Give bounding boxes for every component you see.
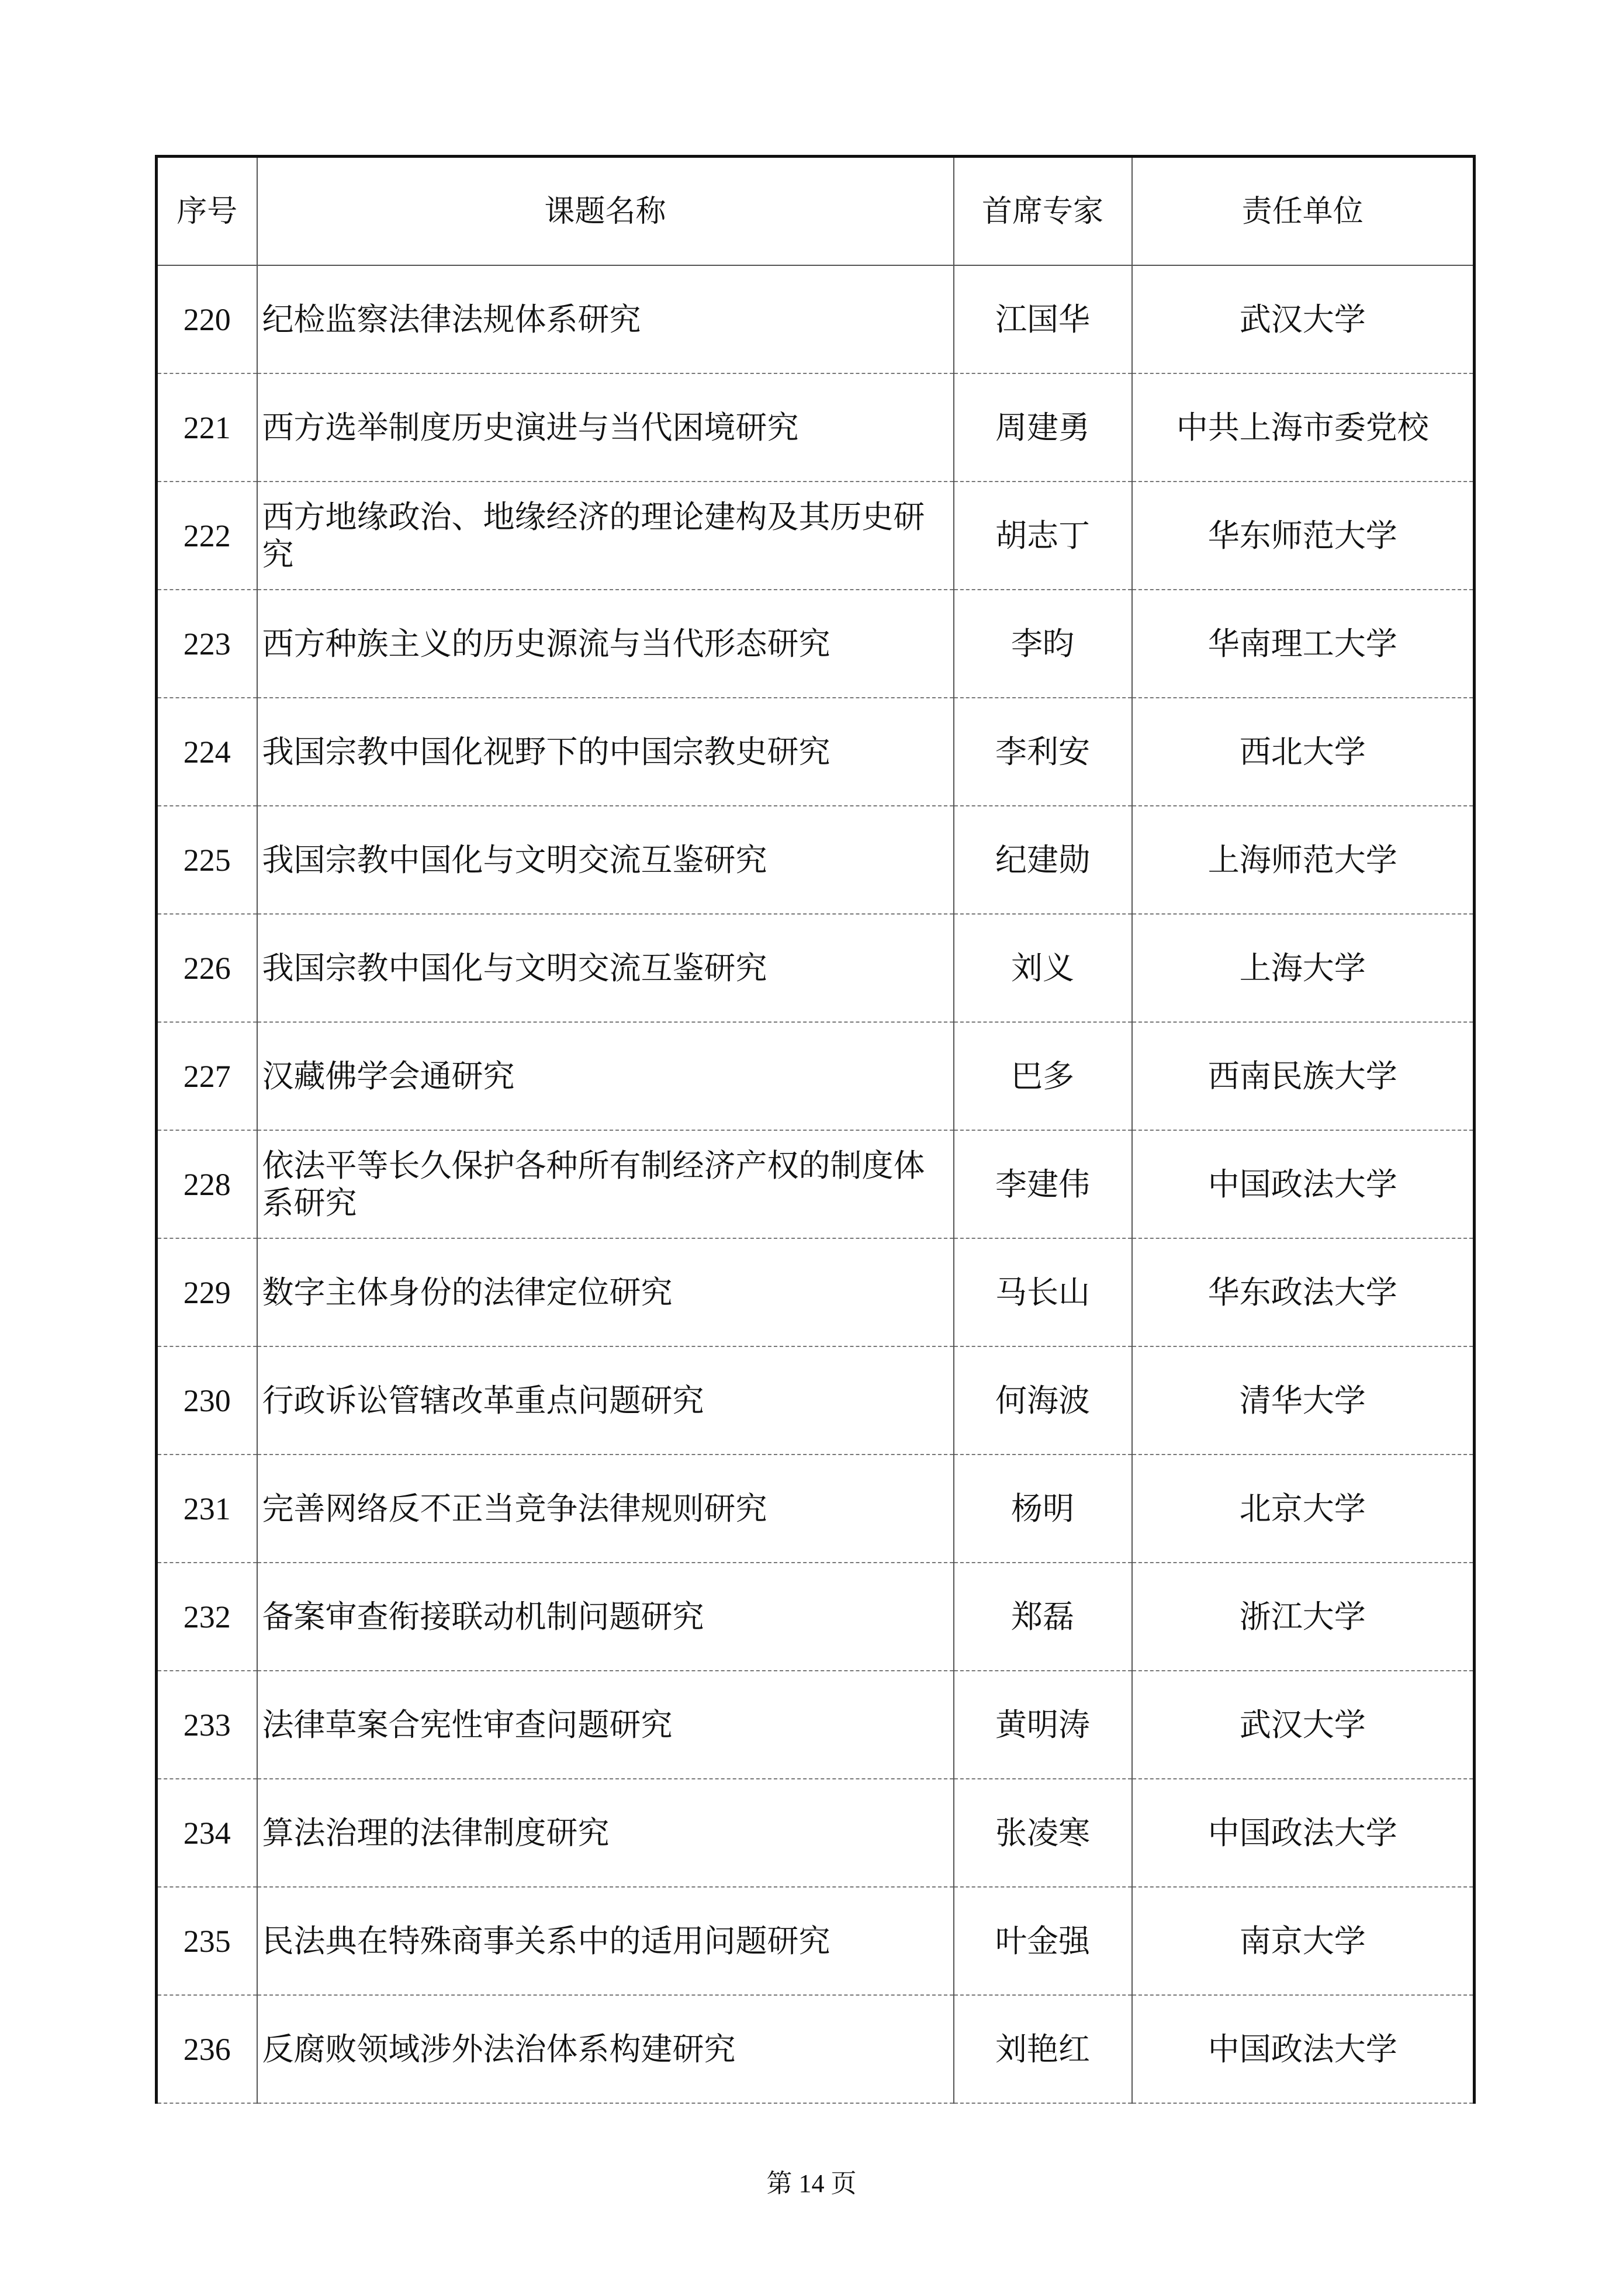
project-title-cell: 数字主体身份的法律定位研究 xyxy=(257,1238,954,1346)
project-title-cell: 汉藏佛学会通研究 xyxy=(257,1022,954,1130)
chief-expert-cell: 纪建勋 xyxy=(954,806,1132,914)
serial-number-cell: 232 xyxy=(157,1563,257,1671)
table-row xyxy=(157,914,1475,1022)
responsible-unit-cell: 中国政法大学 xyxy=(1132,1995,1475,2103)
serial-number-cell: 230 xyxy=(157,1346,257,1455)
serial-number-cell: 220 xyxy=(157,265,257,373)
project-title-cell: 民法典在特殊商事关系中的适用问题研究 xyxy=(257,1887,954,1995)
header-chief-expert: 首席专家 xyxy=(954,157,1132,266)
table-row xyxy=(157,1130,1475,1238)
chief-expert-cell: 黄明涛 xyxy=(954,1671,1132,1779)
responsible-unit-cell: 南京大学 xyxy=(1132,1887,1475,1995)
responsible-unit-cell: 中国政法大学 xyxy=(1132,1779,1475,1887)
header-serial-number: 序号 xyxy=(157,157,257,266)
project-title-cell: 我国宗教中国化与文明交流互鉴研究 xyxy=(257,806,954,914)
chief-expert-cell: 杨明 xyxy=(954,1455,1132,1563)
table-header-row xyxy=(157,157,1475,266)
responsible-unit-cell: 上海大学 xyxy=(1132,914,1475,1022)
responsible-unit-cell: 武汉大学 xyxy=(1132,1671,1475,1779)
responsible-unit-cell: 华东政法大学 xyxy=(1132,1238,1475,1346)
table-row xyxy=(157,482,1475,590)
responsible-unit-cell: 上海师范大学 xyxy=(1132,806,1475,914)
table-row xyxy=(157,1455,1475,1563)
header-project-title: 课题名称 xyxy=(257,157,954,266)
serial-number-cell: 234 xyxy=(157,1779,257,1887)
table-row xyxy=(157,590,1475,698)
table-row xyxy=(157,1238,1475,1346)
chief-expert-cell: 刘义 xyxy=(954,914,1132,1022)
serial-number-cell: 229 xyxy=(157,1238,257,1346)
chief-expert-cell: 郑磊 xyxy=(954,1563,1132,1671)
project-title-cell: 西方地缘政治、地缘经济的理论建构及其历史研究 xyxy=(257,482,954,590)
header-responsible-unit: 责任单位 xyxy=(1132,157,1475,266)
responsible-unit-cell: 西北大学 xyxy=(1132,698,1475,806)
responsible-unit-cell: 华南理工大学 xyxy=(1132,590,1475,698)
responsible-unit-cell: 西南民族大学 xyxy=(1132,1022,1475,1130)
serial-number-cell: 225 xyxy=(157,806,257,914)
chief-expert-cell: 李昀 xyxy=(954,590,1132,698)
project-title-cell: 备案审查衔接联动机制问题研究 xyxy=(257,1563,954,1671)
chief-expert-cell: 马长山 xyxy=(954,1238,1132,1346)
chief-expert-cell: 胡志丁 xyxy=(954,482,1132,590)
table-row xyxy=(157,1671,1475,1779)
serial-number-cell: 236 xyxy=(157,1995,257,2103)
serial-number-cell: 224 xyxy=(157,698,257,806)
table-body xyxy=(157,265,1475,2103)
chief-expert-cell: 张凌寒 xyxy=(954,1779,1132,1887)
table-row xyxy=(157,1563,1475,1671)
serial-number-cell: 228 xyxy=(157,1130,257,1238)
table-row xyxy=(157,1887,1475,1995)
page-number: 第 14 页 xyxy=(766,2169,857,2198)
serial-number-cell: 231 xyxy=(157,1455,257,1563)
chief-expert-cell: 巴多 xyxy=(954,1022,1132,1130)
table-row xyxy=(157,1995,1475,2103)
serial-number-cell: 235 xyxy=(157,1887,257,1995)
chief-expert-cell: 何海波 xyxy=(954,1346,1132,1455)
project-title-cell: 我国宗教中国化与文明交流互鉴研究 xyxy=(257,914,954,1022)
responsible-unit-cell: 浙江大学 xyxy=(1132,1563,1475,1671)
table-row xyxy=(157,373,1475,482)
serial-number-cell: 222 xyxy=(157,482,257,590)
serial-number-cell: 227 xyxy=(157,1022,257,1130)
project-title-cell: 纪检监察法律法规体系研究 xyxy=(257,265,954,373)
responsible-unit-cell: 中共上海市委党校 xyxy=(1132,373,1475,482)
responsible-unit-cell: 华东师范大学 xyxy=(1132,482,1475,590)
project-title-cell: 依法平等长久保护各种所有制经济产权的制度体系研究 xyxy=(257,1130,954,1238)
responsible-unit-cell: 清华大学 xyxy=(1132,1346,1475,1455)
table-row xyxy=(157,265,1475,373)
serial-number-cell: 233 xyxy=(157,1671,257,1779)
project-title-cell: 法律草案合宪性审查问题研究 xyxy=(257,1671,954,1779)
chief-expert-cell: 周建勇 xyxy=(954,373,1132,482)
project-table xyxy=(155,155,1476,2104)
project-title-cell: 行政诉讼管辖改革重点问题研究 xyxy=(257,1346,954,1455)
project-title-cell: 反腐败领域涉外法治体系构建研究 xyxy=(257,1995,954,2103)
table-row xyxy=(157,1346,1475,1455)
project-title-cell: 西方选举制度历史演进与当代困境研究 xyxy=(257,373,954,482)
table-row xyxy=(157,1779,1475,1887)
table-row xyxy=(157,806,1475,914)
chief-expert-cell: 李利安 xyxy=(954,698,1132,806)
project-title-cell: 西方种族主义的历史源流与当代形态研究 xyxy=(257,590,954,698)
project-title-cell: 完善网络反不正当竞争法律规则研究 xyxy=(257,1455,954,1563)
chief-expert-cell: 刘艳红 xyxy=(954,1995,1132,2103)
responsible-unit-cell: 北京大学 xyxy=(1132,1455,1475,1563)
project-title-cell: 算法治理的法律制度研究 xyxy=(257,1779,954,1887)
table-row xyxy=(157,698,1475,806)
chief-expert-cell: 叶金强 xyxy=(954,1887,1132,1995)
chief-expert-cell: 江国华 xyxy=(954,265,1132,373)
responsible-unit-cell: 武汉大学 xyxy=(1132,265,1475,373)
responsible-unit-cell: 中国政法大学 xyxy=(1132,1130,1475,1238)
serial-number-cell: 223 xyxy=(157,590,257,698)
project-title-cell: 我国宗教中国化视野下的中国宗教史研究 xyxy=(257,698,954,806)
serial-number-cell: 221 xyxy=(157,373,257,482)
serial-number-cell: 226 xyxy=(157,914,257,1022)
chief-expert-cell: 李建伟 xyxy=(954,1130,1132,1238)
table-row xyxy=(157,1022,1475,1130)
